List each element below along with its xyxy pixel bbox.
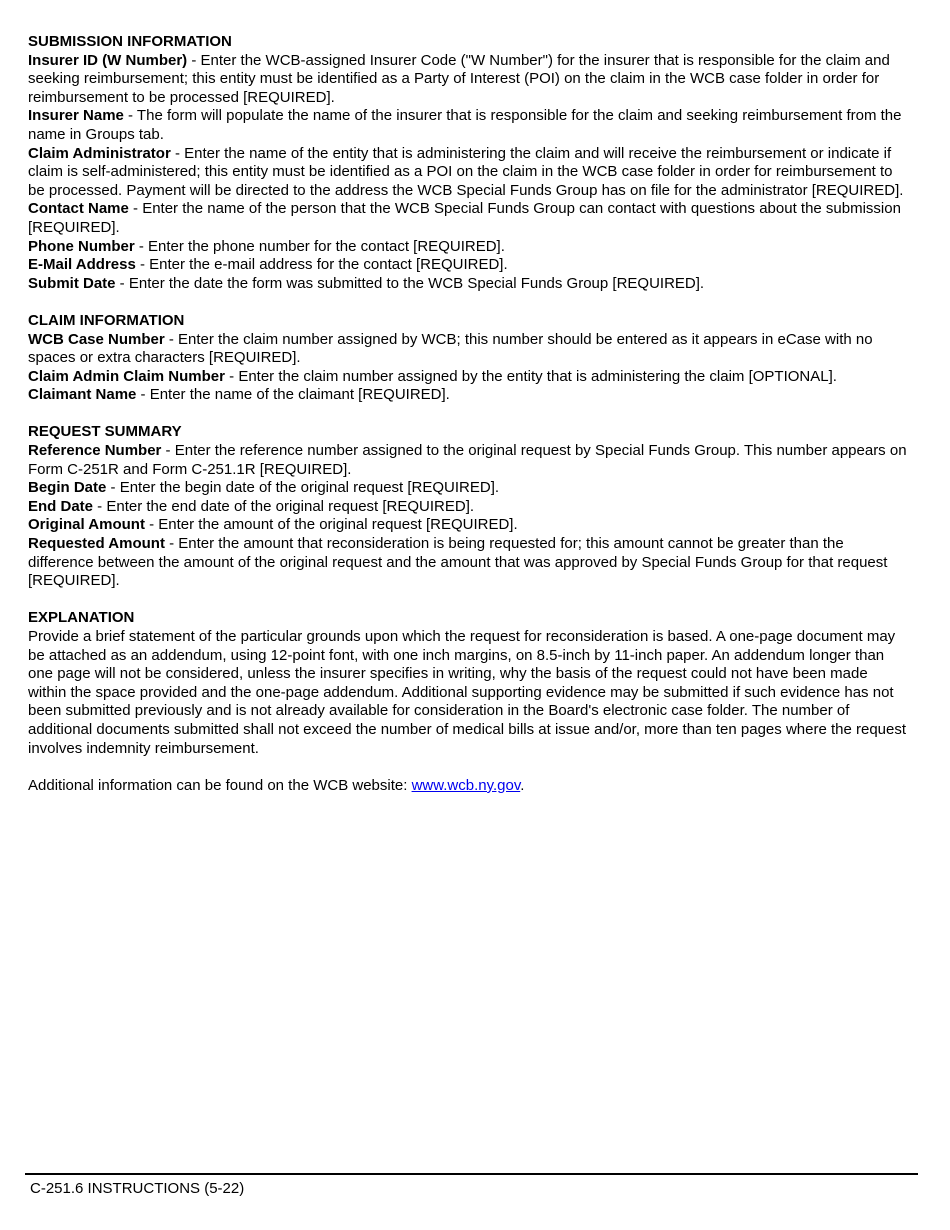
definition-term: Claimant Name (28, 386, 137, 404)
explanation-section (28, 609, 908, 758)
definition-description: - Enter the amount that reconsideration is being requested for; this amount cannot be greater than the difference between the amount of the original request and the amount that was approved by Special Funds Group for that request [REQUIRED]. (28, 535, 888, 590)
definition-term: WCB Case Number (28, 330, 165, 348)
definition-description: - Enter the phone number for the contact [REQUIRED]. (134, 237, 505, 255)
definition-description: - Enter the name of the entity that is administering the claim and will receive the reimbursement or indicate if claim is self-administered; this entity must be identified as a POI on the claim in the WCB case folder in order for reimbursement to be processed. Payment will be directed to the address the WCB Special Funds Group has on file for the administrator [REQUIRED]. (28, 144, 904, 199)
definition-entry (28, 442, 908, 479)
definition-description: - Enter the claim number assigned by the entity that is administering the claim [OPTIONAL]. (224, 367, 837, 385)
definition-entry (28, 275, 908, 294)
definition-entry (28, 386, 908, 405)
definition-description: - Enter the reference number assigned to the original request by Special Funds Group. This number appears on Form C-251R and Form C-251.1R [REQUIRED]. (28, 442, 907, 478)
definition-term: Begin Date (28, 479, 107, 497)
definition-description: - Enter the e-mail address for the contact [REQUIRED]. (135, 256, 508, 274)
instructions-content (28, 33, 908, 795)
definition-entry (28, 516, 908, 535)
section-heading: EXPLANATION (28, 609, 135, 627)
definition-description: - Enter the name of the person that the WCB Special Funds Group can contact with questions about the submission [REQUIRED]. (28, 200, 901, 236)
definition-entry (28, 200, 908, 237)
section-heading: CLAIM INFORMATION (28, 311, 185, 329)
definition-description: - Enter the date the form was submitted to the WCB Special Funds Group [REQUIRED]. (115, 274, 705, 292)
request-summary-section (28, 423, 908, 590)
section-heading: SUBMISSION INFORMATION (28, 33, 232, 50)
definition-term: Phone Number (28, 237, 135, 255)
definition-entry (28, 145, 908, 201)
footer-divider (25, 1173, 918, 1175)
definition-term: Claim Administrator (28, 144, 171, 162)
definition-term: End Date (28, 497, 94, 515)
definition-description: - Enter the end date of the original request [REQUIRED]. (93, 497, 475, 515)
definition-entry (28, 479, 908, 498)
footer-form-id: C-251.6 INSTRUCTIONS (5-22) (30, 1180, 245, 1197)
definition-description: - Enter the name of the claimant [REQUIRED]. (136, 386, 450, 404)
definition-entry (28, 256, 908, 275)
definition-entry (28, 52, 908, 108)
definition-term: Reference Number (28, 442, 162, 460)
section-heading: REQUEST SUMMARY (28, 423, 182, 441)
definition-term: Original Amount (28, 516, 145, 534)
definition-term: Requested Amount (28, 535, 165, 553)
definition-term: Contact Name (28, 200, 129, 218)
definition-entry (28, 535, 908, 591)
additional-information (28, 777, 908, 796)
claim-information-section (28, 312, 908, 405)
definition-entry (28, 498, 908, 517)
definition-term: Insurer Name (28, 107, 124, 125)
submission-information-section (28, 33, 908, 293)
definition-description: - The form will populate the name of the insurer that is responsible for the claim and seeking reimbursement from the name in Groups tab. (28, 107, 902, 143)
submission-entries (28, 52, 908, 294)
definition-term: Submit Date (28, 274, 116, 292)
definition-entry (28, 368, 908, 387)
additional-suffix: . (520, 776, 525, 794)
request-entries (28, 442, 908, 591)
definition-description: - Enter the claim number assigned by WCB; this number should be entered as it appears in eCase with no spaces or extra characters [REQUIRED]. (28, 330, 873, 367)
definition-entry (28, 238, 908, 257)
definition-term: Claim Admin Claim Number (28, 367, 225, 385)
definition-entry (28, 107, 908, 144)
additional-text: Additional information can be found on the WCB website: (28, 776, 412, 794)
explanation-body: Provide a brief statement of the particular grounds upon which the request for reconsideration is based. A one-page document may be attached as an addendum, using 12-point font, with one inch margins, on 8.5-inch by 11-inch paper. An addendum longer than one page will not be considered, unless the insurer specifies in writing, why the basis of the request could not have been made within the space provided and the one-page addendum. Additional supporting evidence may be submitted if such evidence has not been submitted previously and is not already available for consideration in the Board's electronic case folder. The number of additional documents submitted shall not exceed the number of medical bills at issue and/or, more than ten pages where the request involves indemnity reimbursement. (28, 628, 907, 757)
definition-description: - Enter the WCB-assigned Insurer Code ("W Number") for the insurer that is responsible for the claim and seeking reimbursement; this entity must be identified as a Party of Interest (POI) on the claim in the WCB case folder in order for reimbursement to be processed [REQUIRED]. (28, 51, 890, 106)
definition-description: - Enter the amount of the original request [REQUIRED]. (144, 516, 518, 534)
definition-entry (28, 331, 908, 368)
definition-description: - Enter the begin date of the original request [REQUIRED]. (106, 479, 500, 497)
claim-entries (28, 331, 908, 405)
definition-term: E-Mail Address (28, 256, 136, 274)
definition-term: Insurer ID (W Number) (28, 51, 188, 69)
wcb-website-link[interactable]: www.wcb.ny.gov (411, 776, 521, 794)
